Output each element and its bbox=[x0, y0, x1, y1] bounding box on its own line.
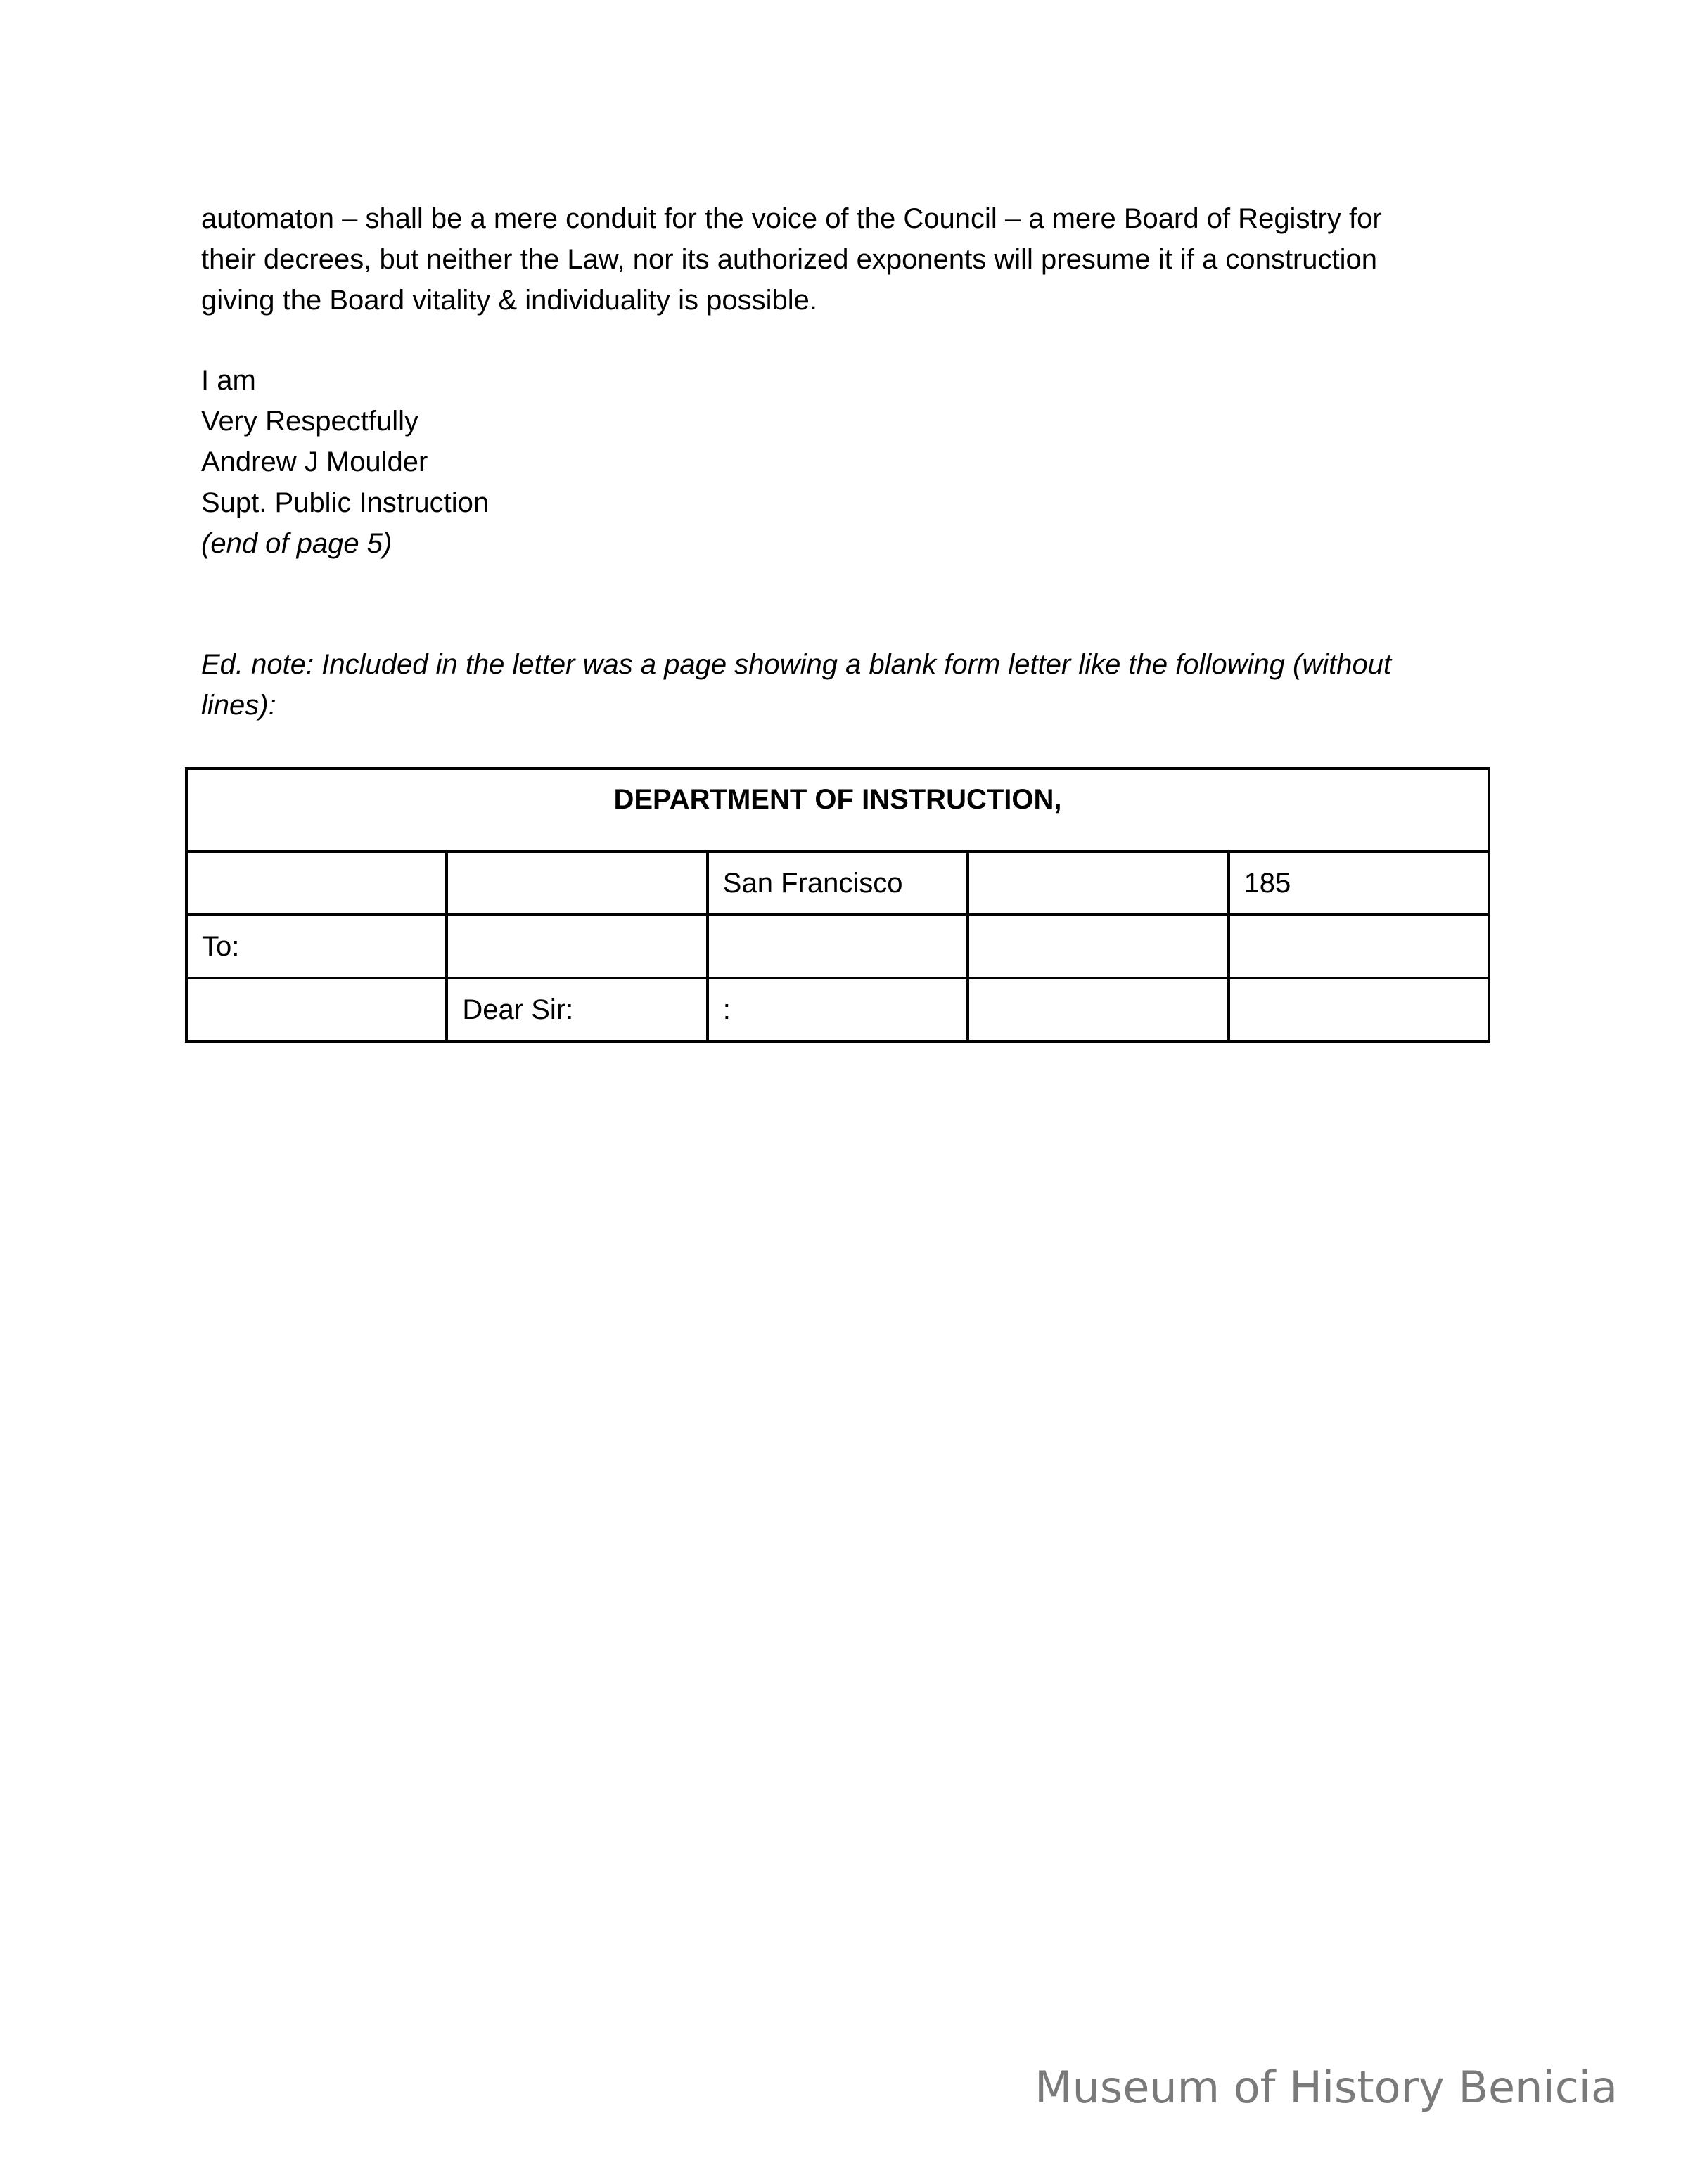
table-cell bbox=[708, 915, 968, 978]
signature-title: Supt. Public Instruction bbox=[201, 487, 490, 518]
letter-body-paragraph bbox=[201, 198, 1509, 321]
table-cell bbox=[1229, 978, 1489, 1041]
museum-watermark: Museum of History Benicia bbox=[1035, 2062, 1618, 2113]
table-cell bbox=[968, 852, 1228, 915]
form-header: DEPARTMENT OF INSTRUCTION, bbox=[186, 769, 1489, 852]
paragraph-line: automaton – shall be a mere conduit for the voice of the Council – a mere Board of Registry for bbox=[201, 203, 1382, 234]
editor-note-line: Ed. note: Included in the letter was a page showing a blank form letter like the following (without bbox=[201, 649, 1392, 680]
editor-note bbox=[201, 644, 1537, 726]
table-row bbox=[186, 915, 1489, 978]
paragraph-line: their decrees, but neither the Law, nor its authorized exponents will presume it if a construction bbox=[201, 244, 1378, 275]
year-cell: 185 bbox=[1229, 852, 1489, 915]
closing-line: Very Respectfully bbox=[201, 406, 419, 437]
form-header-row bbox=[186, 769, 1489, 852]
city-cell: San Francisco bbox=[708, 852, 968, 915]
editor-note-line: lines): bbox=[201, 690, 276, 721]
table-cell bbox=[968, 915, 1228, 978]
table-cell bbox=[447, 852, 707, 915]
table-cell bbox=[186, 978, 447, 1041]
table-row bbox=[186, 978, 1489, 1041]
salutation-cell: Dear Sir: bbox=[447, 978, 707, 1041]
signature-name: Andrew J Moulder bbox=[201, 447, 428, 477]
letter-closing bbox=[201, 360, 904, 564]
paragraph-line: giving the Board vitality & individuality is possible. bbox=[201, 285, 817, 316]
blank-form-letter-table bbox=[185, 767, 1490, 1043]
closing-line: I am bbox=[201, 365, 256, 396]
table-cell bbox=[968, 978, 1228, 1041]
table-cell bbox=[447, 915, 707, 978]
table-cell bbox=[1229, 915, 1489, 978]
table-cell bbox=[186, 852, 447, 915]
recipient-label-cell: To: bbox=[186, 915, 447, 978]
page-marker: (end of page 5) bbox=[201, 528, 392, 559]
table-row bbox=[186, 852, 1489, 915]
table-cell: : bbox=[708, 978, 968, 1041]
